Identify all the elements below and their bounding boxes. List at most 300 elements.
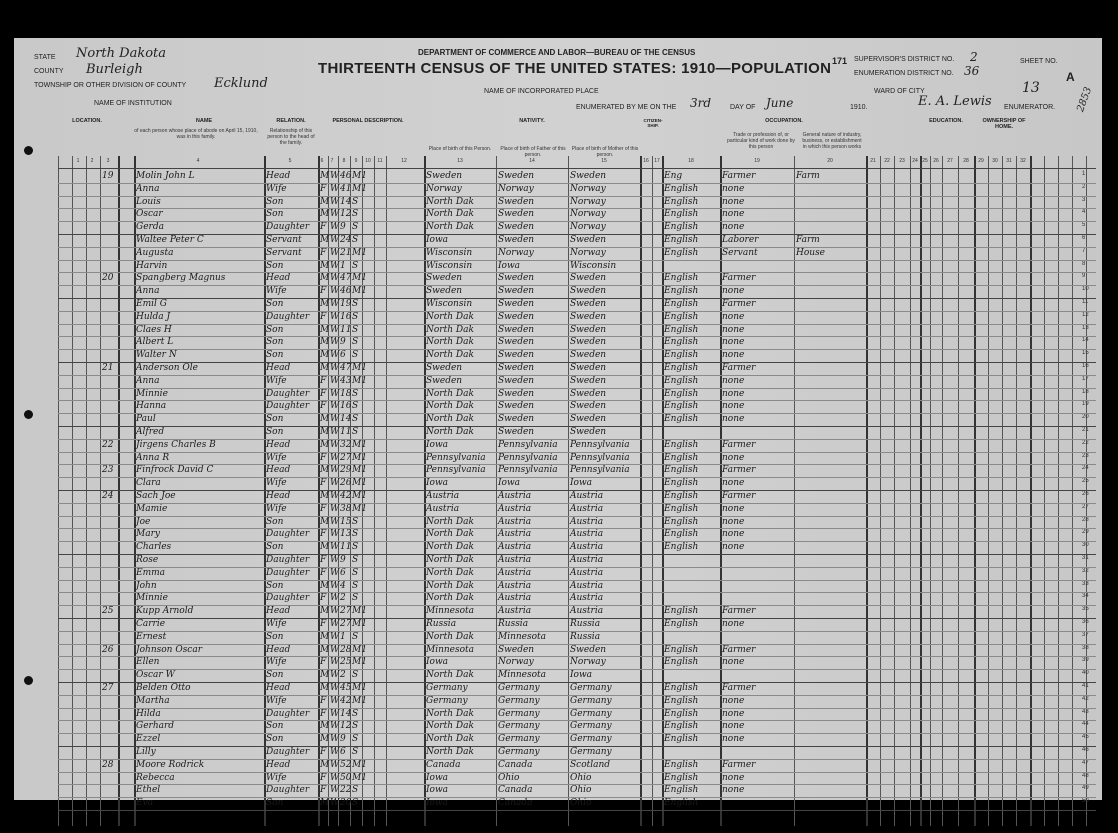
cell-sex: M	[320, 171, 330, 181]
cell-father: Sweden	[498, 196, 535, 207]
column-number: 14	[529, 158, 535, 164]
cell-name: Eva	[136, 798, 154, 809]
table-row	[58, 400, 1096, 412]
cell-name: Emma	[136, 567, 166, 578]
cell-language: English	[664, 375, 699, 386]
cell-name: Clara	[136, 478, 161, 489]
cell-industry	[796, 311, 856, 323]
cell-relation: Son	[266, 324, 284, 335]
table-row	[58, 196, 1096, 208]
cell-industry	[796, 285, 856, 297]
cell-name: Joe	[136, 516, 151, 527]
cell-language: English	[664, 772, 699, 783]
cell-father: Russia	[498, 619, 529, 629]
cell-father: Austria	[498, 555, 532, 565]
cell-age: 29	[340, 465, 352, 476]
cell-trade: none	[722, 478, 745, 489]
place-label: NAME OF INCORPORATED PLACE	[484, 88, 599, 95]
cell-language: English	[664, 222, 699, 233]
cell-name: Jirgens Charles B	[136, 439, 216, 450]
cell-dwelling	[102, 247, 118, 259]
cell-trade	[722, 592, 792, 604]
cell-mother: Germany	[570, 683, 612, 693]
cell-marital: M1	[352, 273, 367, 284]
cell-race: W	[330, 452, 340, 463]
cell-sex: M	[320, 734, 330, 745]
year-label: 1910.	[850, 104, 868, 111]
group-citizenship: CITIZEN-SHIP.	[643, 118, 663, 128]
cell-industry	[796, 349, 856, 361]
line-number: 32	[1082, 567, 1089, 574]
cell-mother: Austria	[570, 516, 604, 527]
cell-trade: Farmer	[722, 273, 756, 284]
table-row	[58, 592, 1096, 604]
cell-race: W	[330, 721, 340, 732]
cell-born: North Dak	[426, 516, 474, 527]
cell-age: 52	[340, 759, 352, 770]
cell-born: Russia	[426, 619, 457, 629]
table-row	[58, 682, 1096, 694]
cell-industry: House	[796, 247, 826, 258]
cell-relation: Head	[266, 439, 291, 450]
cell-dwelling	[102, 324, 118, 336]
census-table	[58, 156, 1096, 826]
page-number: 171	[832, 56, 848, 66]
cell-relation: Daughter	[266, 593, 310, 604]
census-sheet	[14, 38, 1102, 809]
cell-mother: Austria	[570, 529, 604, 540]
cell-relation: Wife	[266, 478, 287, 489]
cell-race: W	[330, 593, 340, 604]
cell-born: North Dak	[426, 401, 474, 412]
cell-race: W	[330, 555, 340, 565]
cell-father: Sweden	[498, 222, 535, 233]
department-heading: DEPARTMENT OF COMMERCE AND LABOR—BUREAU OF THE CENSUS	[418, 48, 696, 57]
cell-marital: S	[352, 580, 359, 591]
cell-sex: F	[320, 785, 327, 796]
line-number: 16	[1082, 363, 1089, 369]
cell-mother: Germany	[570, 747, 612, 757]
cell-mother: Russia	[570, 619, 601, 629]
row-rule	[58, 375, 1096, 376]
line-number: 24	[1082, 465, 1089, 472]
table-row	[58, 311, 1096, 323]
row-rule	[58, 400, 1096, 401]
cell-language: English	[664, 529, 699, 540]
cell-father: Sweden	[498, 414, 535, 425]
cell-race: W	[330, 465, 340, 476]
cell-race: W	[330, 542, 340, 553]
cell-race: W	[330, 798, 340, 809]
cell-dwelling	[102, 183, 118, 195]
cell-father: Austria	[498, 580, 532, 591]
cell-language: English	[664, 311, 699, 322]
cell-father: Norway	[498, 657, 534, 668]
cell-age: 45	[340, 683, 352, 693]
cell-born: North Dak	[426, 311, 474, 322]
cell-dwelling	[102, 208, 118, 220]
cell-dwelling	[102, 503, 118, 515]
cell-father: Germany	[498, 683, 540, 693]
cell-race: W	[330, 286, 340, 297]
cell-sex: M	[320, 260, 330, 271]
cell-industry	[796, 669, 856, 681]
cell-mother: Sweden	[570, 363, 607, 373]
cell-trade: Laborer	[722, 235, 759, 245]
cell-race: W	[330, 337, 340, 348]
cell-race: W	[330, 631, 340, 642]
cell-industry	[796, 477, 856, 489]
cell-marital: M1	[352, 683, 367, 693]
table-row	[58, 375, 1096, 387]
cell-race: W	[330, 478, 340, 489]
cell-age: 18	[340, 388, 352, 399]
cell-name: Gerda	[136, 222, 164, 233]
cell-race: W	[330, 273, 340, 284]
cell-age: 24	[340, 235, 352, 245]
cell-marital: S	[352, 196, 359, 207]
cell-language: English	[664, 785, 699, 796]
cell-father: Canada	[498, 798, 533, 809]
cell-father: Germany	[498, 734, 540, 745]
cell-relation: Son	[266, 798, 284, 809]
column-number: 28	[963, 158, 969, 164]
cell-dwelling	[102, 413, 118, 425]
cell-born: Minnesota	[426, 606, 475, 617]
cell-trade	[722, 746, 792, 758]
cell-born: North Dak	[426, 324, 474, 335]
cell-marital: M1	[352, 247, 367, 258]
cell-sex: M	[320, 516, 330, 527]
cell-dwelling: 25	[102, 606, 114, 617]
cell-name: Alfred	[136, 427, 165, 437]
cell-language	[664, 746, 720, 758]
cell-age: 32	[340, 439, 352, 450]
cell-race: W	[330, 299, 340, 309]
cell-father: Sweden	[498, 171, 535, 181]
line-number: 7	[1082, 247, 1086, 254]
cell-born: Iowa	[426, 478, 449, 489]
row-rule	[58, 247, 1096, 248]
table-row	[58, 221, 1096, 233]
enumerated-label: ENUMERATED BY ME ON THE	[576, 104, 677, 111]
cell-father: Germany	[498, 708, 540, 719]
cell-marital: S	[352, 222, 359, 233]
cell-dwelling	[102, 580, 118, 592]
cell-father: Germany	[498, 747, 540, 757]
cell-age: 14	[340, 708, 352, 719]
column-number: 6	[320, 158, 324, 164]
cell-mother: Austria	[570, 503, 604, 514]
column-number: 7	[330, 158, 334, 164]
cell-sex: F	[320, 375, 327, 386]
cell-sex: M	[320, 363, 330, 373]
cell-mother: Ohio	[570, 772, 592, 783]
cell-father: Norway	[498, 183, 534, 194]
cell-marital: S	[352, 721, 359, 732]
cell-marital: M1	[352, 478, 367, 489]
cell-name: Ethel	[136, 785, 161, 796]
column-number: 8	[342, 158, 346, 164]
cell-language	[664, 631, 720, 643]
line-number: 39	[1082, 657, 1089, 664]
cell-age: 9	[340, 222, 346, 233]
cell-relation: Servant	[266, 235, 302, 245]
line-number: 46	[1082, 747, 1089, 753]
cell-sex: M	[320, 427, 330, 437]
cell-marital: S	[352, 324, 359, 335]
row-rule	[58, 349, 1096, 350]
group-location: LOCATION.	[72, 118, 102, 124]
cell-mother: Austria	[570, 555, 604, 565]
cell-father: Sweden	[498, 337, 535, 348]
line-number: 14	[1082, 337, 1089, 344]
cell-trade	[722, 554, 792, 566]
cell-born: Iowa	[426, 235, 449, 245]
cell-trade: none	[722, 196, 745, 207]
cell-sex: F	[320, 529, 327, 540]
cell-race: W	[330, 785, 340, 796]
cell-industry	[796, 541, 856, 553]
column-number: 1	[76, 158, 80, 164]
cell-born: Sweden	[426, 273, 463, 284]
cell-sex: F	[320, 401, 327, 412]
table-row	[58, 605, 1096, 617]
cell-industry	[796, 208, 856, 220]
cell-born: North Dak	[426, 567, 474, 578]
row-rule	[58, 477, 1096, 478]
cell-industry	[796, 336, 856, 348]
cell-dwelling	[102, 797, 118, 809]
line-number: 4	[1082, 209, 1086, 216]
cell-industry	[796, 375, 856, 387]
cell-industry	[796, 324, 856, 336]
table-row	[58, 797, 1096, 809]
cell-relation: Wife	[266, 183, 287, 194]
cell-age: 42	[340, 491, 352, 501]
table-row	[58, 631, 1096, 643]
row-rule	[58, 644, 1096, 645]
cell-father: Germany	[498, 695, 540, 706]
cell-language: English	[664, 683, 699, 693]
cell-language: English	[664, 209, 699, 220]
cell-industry	[796, 516, 856, 528]
cell-marital: S	[352, 235, 359, 245]
cell-father: Iowa	[498, 260, 521, 271]
cell-relation: Daughter	[266, 747, 310, 757]
cell-race: W	[330, 708, 340, 719]
row-rule	[58, 336, 1096, 337]
table-row	[58, 349, 1096, 361]
cell-mother: Austria	[570, 580, 604, 591]
cell-relation: Wife	[266, 619, 287, 629]
cell-father: Pennsylvania	[498, 452, 558, 463]
cell-father: Minnesota	[498, 670, 547, 681]
cell-name: John	[136, 580, 157, 591]
cell-trade: Farmer	[722, 363, 756, 373]
cell-mother: Sweden	[570, 324, 607, 335]
cell-industry	[796, 362, 856, 374]
cell-age: 12	[340, 209, 352, 220]
cell-born: North Dak	[426, 529, 474, 540]
cell-marital: S	[352, 311, 359, 322]
birthplace-mother-header: Place of birth of Mother of this person.	[571, 146, 639, 158]
line-number: 31	[1082, 555, 1089, 561]
column-number: 13	[457, 158, 463, 164]
line-number: 10	[1082, 286, 1089, 293]
cell-relation: Son	[266, 580, 284, 591]
cell-language: English	[664, 606, 699, 617]
cell-sex: F	[320, 478, 327, 489]
cell-marital: M1	[352, 183, 367, 194]
table-row	[58, 413, 1096, 425]
cell-relation: Son	[266, 721, 284, 732]
cell-age: 47	[340, 363, 352, 373]
cell-language: English	[664, 516, 699, 527]
cell-trade: none	[722, 657, 745, 668]
table-row	[58, 490, 1096, 502]
column-number: 18	[688, 158, 694, 164]
column-number: 12	[401, 158, 407, 164]
line-number: 3	[1082, 196, 1086, 203]
cell-sex: F	[320, 222, 327, 233]
cell-father: Austria	[498, 491, 532, 501]
cell-industry	[796, 452, 856, 464]
row-rule	[58, 183, 1096, 184]
cell-industry	[796, 221, 856, 233]
cell-mother: Wisconsin	[570, 260, 617, 271]
cell-dwelling	[102, 349, 118, 361]
cell-born: Norway	[426, 183, 462, 194]
cell-relation: Wife	[266, 657, 287, 668]
cell-born: Sweden	[426, 375, 463, 386]
row-rule	[58, 618, 1096, 619]
cell-age: 19	[340, 299, 352, 309]
cell-age: 43	[340, 375, 352, 386]
cell-industry	[796, 618, 856, 630]
column-number: 2	[90, 158, 94, 164]
cell-born: North Dak	[426, 734, 474, 745]
cell-mother: Ohio	[570, 785, 592, 796]
cell-industry	[796, 720, 856, 732]
cell-race: W	[330, 401, 340, 412]
row-rule	[58, 298, 1096, 299]
cell-marital: S	[352, 734, 359, 745]
cell-trade: Farmer	[722, 491, 756, 501]
cell-age: 2	[340, 593, 346, 604]
cell-race: W	[330, 503, 340, 514]
cell-language: English	[664, 798, 699, 809]
cell-name: Moore Rodrick	[136, 759, 205, 770]
cell-born: North Dak	[426, 350, 474, 361]
cell-marital: S	[352, 631, 359, 642]
table-row	[58, 708, 1096, 720]
cell-sex: M	[320, 542, 330, 553]
cell-marital: S	[352, 388, 359, 399]
cell-age: 25	[340, 657, 352, 668]
cell-sex: F	[320, 388, 327, 399]
table-row	[58, 260, 1096, 272]
cell-name: Ernest	[136, 631, 167, 642]
cell-language	[664, 260, 720, 272]
cell-marital: M1	[352, 606, 367, 617]
cell-marital: M1	[352, 772, 367, 783]
cell-age: 27	[340, 619, 352, 629]
cell-dwelling	[102, 592, 118, 604]
cell-trade: Farmer	[722, 299, 756, 309]
line-number: 47	[1082, 759, 1089, 766]
cell-marital: S	[352, 337, 359, 348]
cell-dwelling	[102, 260, 118, 272]
cell-trade: Farmer	[722, 606, 756, 617]
cell-industry	[796, 631, 856, 643]
row-rule	[58, 503, 1096, 504]
cell-sex: F	[320, 503, 327, 514]
cell-race: W	[330, 516, 340, 527]
row-rule	[58, 311, 1096, 312]
cell-race: W	[330, 439, 340, 450]
cell-born: Sweden	[426, 171, 463, 181]
cell-trade	[722, 260, 792, 272]
table-row	[58, 541, 1096, 553]
table-row	[58, 772, 1096, 784]
cell-language: English	[664, 388, 699, 399]
row-rule	[58, 426, 1096, 427]
line-number: 45	[1082, 734, 1089, 741]
cell-dwelling: 19	[102, 171, 114, 181]
cell-sex: M	[320, 273, 330, 284]
cell-language	[664, 580, 720, 592]
cell-born: North Dak	[426, 222, 474, 233]
cell-age: 6	[340, 567, 346, 578]
table-row	[58, 285, 1096, 297]
table-row	[58, 746, 1096, 758]
cell-language	[664, 554, 720, 566]
cell-name: Rebecca	[136, 772, 175, 783]
row-rule	[58, 464, 1096, 465]
cell-sex: F	[320, 657, 327, 668]
table-row	[58, 388, 1096, 400]
cell-name: Albert L	[136, 337, 174, 348]
cell-language	[664, 592, 720, 604]
row-rule	[58, 260, 1096, 261]
cell-relation: Son	[266, 670, 284, 681]
cell-marital: S	[352, 260, 359, 271]
relation-column-desc: Relationship of this person to the head of the family.	[267, 128, 315, 146]
cell-dwelling	[102, 720, 118, 732]
cell-relation: Son	[266, 542, 284, 553]
month-value: June	[766, 96, 794, 110]
cell-father: Austria	[498, 606, 532, 617]
cell-born: North Dak	[426, 388, 474, 399]
cell-name: Belden Otto	[136, 683, 191, 693]
cell-name: Gerhard	[136, 721, 175, 732]
cell-born: North Dak	[426, 631, 474, 642]
cell-age: 28	[340, 644, 352, 655]
cell-age: 1	[340, 631, 346, 642]
row-rule	[58, 439, 1096, 440]
line-number: 36	[1082, 619, 1089, 625]
cell-language: English	[664, 759, 699, 770]
cell-born: Iowa	[426, 785, 449, 796]
cell-born: North Dak	[426, 542, 474, 553]
cell-mother: Sweden	[570, 299, 607, 309]
cell-trade: Farmer	[722, 683, 756, 693]
state-label: STATE	[34, 54, 56, 61]
cell-relation: Head	[266, 273, 291, 284]
cell-marital: S	[352, 708, 359, 719]
cell-age: 6	[340, 350, 346, 361]
